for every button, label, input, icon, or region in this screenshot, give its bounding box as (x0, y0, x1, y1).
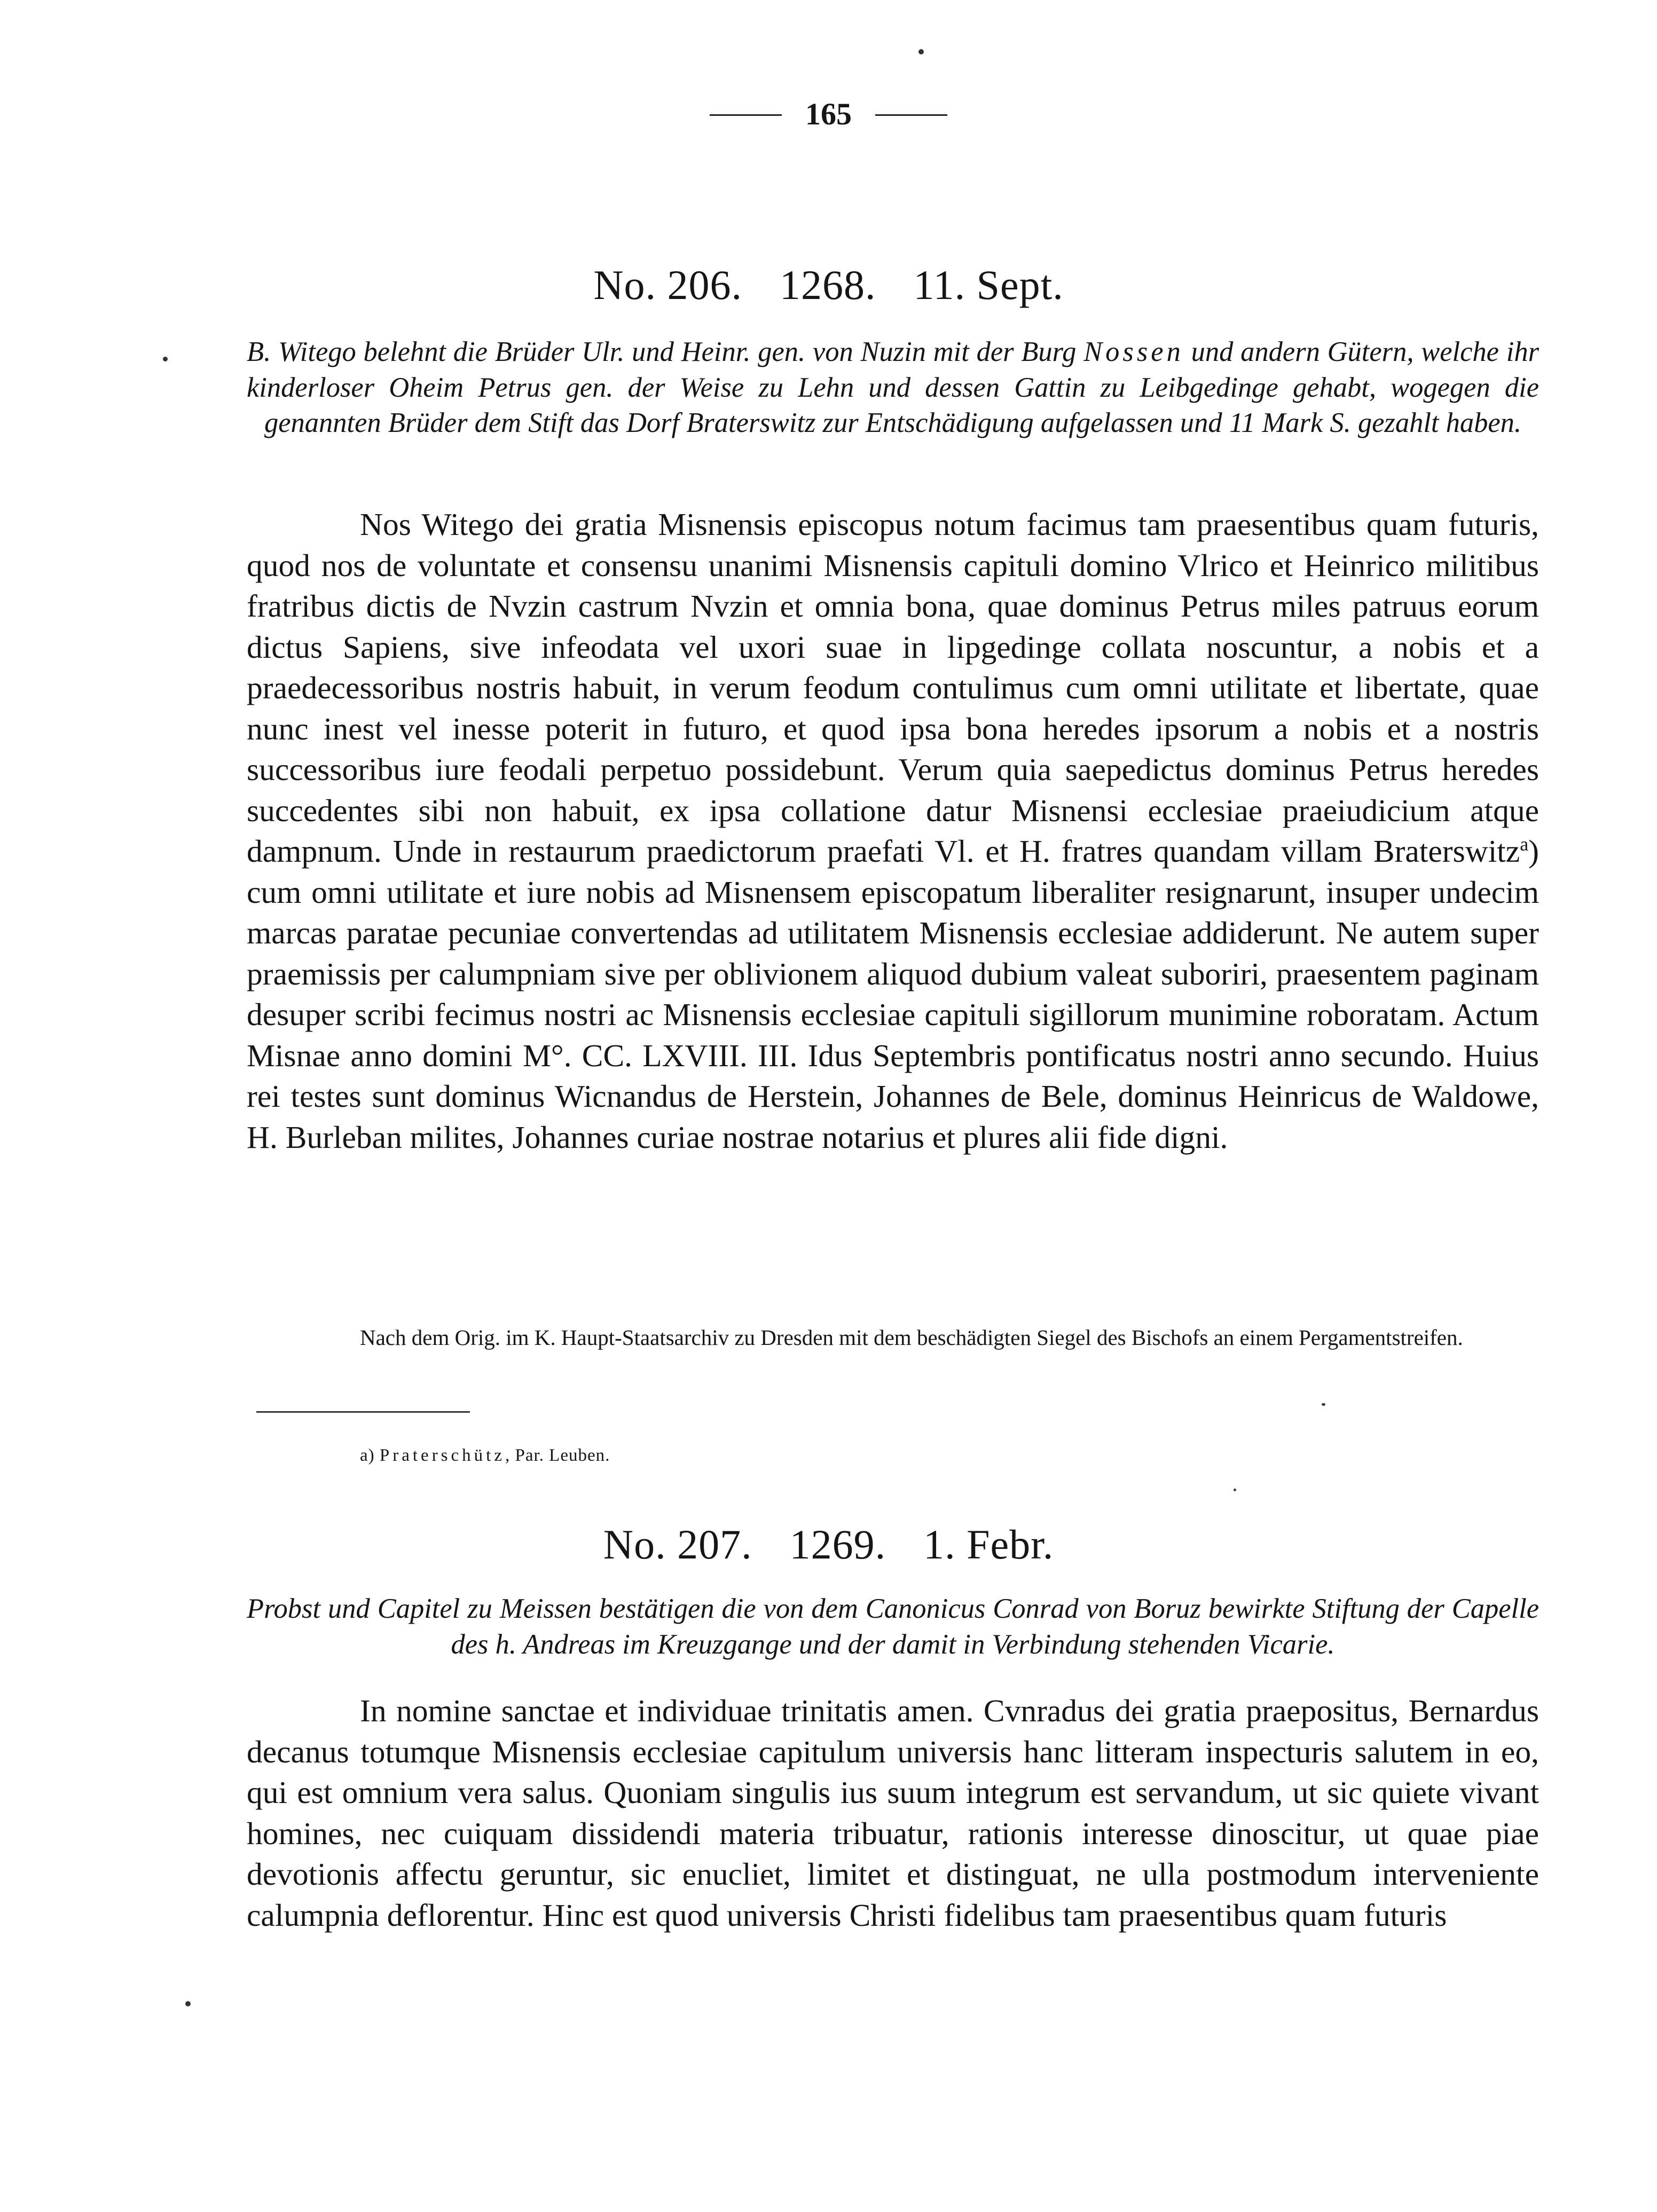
doc-206-title (0, 264, 1657, 306)
doc-207-text: In nomine sanctae et individuae trinitatis amen. Cvnradus dei gratia praepositus, Bernardus decanus totumque Misnensis ecclesiae capitulum universis hanc litteram inspecturis salutem in eo, qui est omnium vera salus. Quoniam singulis ius suum integrum est servandum, ut sic quiete vivant homines, nec cuiquam dissidendi materia tribuatur, rationis interesse dinoscitur, ut quae piae devotionis affectu geruntur, sic enucliet, limitet et distinguat, ne ulla postmodum interveniente calumpnia deflorentur. Hinc est quod universis Christi fidelibus tam praesentibus quam futuris (247, 1693, 1539, 1933)
doc-207-title (0, 1521, 1657, 1568)
page-number: 165 (805, 97, 852, 131)
scan-speck (185, 2001, 191, 2006)
doc-206-text-post: ) cum omni utilitate et iure nobis ad Misnensem episcopatum liberaliter resignarunt, insuper undecim marcas paratae pecuniae convertendas ad utilitatem Misnensis ecclesiae addiderunt. Ne autem super praemissis per calumpniam sive per oblivionem aliquod dubium valeat suboriri, praesentem paginam desuper scribi fecimus nostri ac Misnensis ecclesiae capituli sigillorum munimine roboratam. Actum Misnae anno domini M°. CC. LXVIII. III. Idus Septembris pontificatus nostri anno secundo. Huius rei testes sunt dominus Wicnandus de Herstein, Johannes de Bele, dominus Heinricus de Waldowe, H. Burleban milites, Johannes curiae nostrae notarius et plures alii fide digni. (247, 833, 1539, 1155)
footnote-place: Praterschütz (379, 1446, 505, 1465)
doc-206-source-note: Nach dem Orig. im K. Haupt-Staatsarchiv zu Dresden mit dem beschädigten Siegel des Bischofs an einem Pergamentstreifen. (360, 1325, 1463, 1350)
doc-206-summary-post: und andern Gütern, welche ihr kinderloser Oheim Petrus gen. der Weise zu Lehn und dessen Gattin zu Leibgedinge gehabt, wogegen die genannten Brüder dem Stift das Dorf Braterswitz zur Entschädigung aufgelassen und 11 Mark S. gezahlt haben. (247, 336, 1539, 438)
doc-206-year: 1268. (780, 262, 876, 308)
header-rule-left (710, 114, 782, 116)
doc-207-date: 1. Febr. (923, 1521, 1054, 1568)
doc-207-number: No. 207. (603, 1521, 752, 1568)
scan-speck (918, 49, 924, 54)
footnote-label: a) (360, 1446, 375, 1465)
footnote (360, 1445, 610, 1466)
footnote-rest: , Par. Leuben. (505, 1446, 610, 1465)
scan-speck (1322, 1403, 1325, 1406)
footnote-rule (256, 1411, 470, 1413)
scan-speck (163, 357, 168, 361)
doc-206-summary-pre: B. Witego belehnt die Brüder Ulr. und Heinr. gen. von Nuzin mit der Burg (247, 336, 1084, 367)
doc-206-summary-place: Nossen (1083, 336, 1184, 367)
header-rule-right (875, 114, 947, 116)
doc-206-text-pre: Nos Witego dei gratia Misnensis episcopus notum facimus tam praesentibus quam futuris, quod nos de voluntate et consensu unanimi Misnensis capituli domino Vlrico et Heinrico militibus fratribus dictis de Nvzin castrum Nvzin et omnia bona, quae dominus Petrus miles patruus eorum dictus Sapiens, sive infeodata vel uxori suae in lipgedinge collata noscuntur, a nobis et a praedecessoribus nostris habuit, in verum feodum contulimus cum omni utilitate et libertate, quae nunc inest vel inesse poterit in futuro, et quod ipsa bona heredes ipsorum a nobis et a nostris successoribus iure feodali perpetuo possidebunt. Verum quia saepedictus dominus Petrus heredes succedentes sibi non habuit, ex ipsa collatione datur Misnensi ecclesiae praeiudicium atque dampnum. Unde in restaurum praedictorum praefati Vl. et H. fratres quandam villam Braterswitz (247, 507, 1539, 869)
doc-206-date: 11. Sept. (913, 262, 1064, 308)
doc-206-text (247, 504, 1539, 1158)
footnote-marker: a (1520, 833, 1529, 855)
doc-207-summary: Probst und Capitel zu Meissen bestätigen die von dem Canonicus Conrad von Boruz bewirkte Stiftung der Capelle des h. Andreas im Kreuzgange und der damit in Verbindung stehenden Vicarie. (247, 1593, 1539, 1660)
doc-206-summary (247, 334, 1539, 441)
doc-207-year: 1269. (789, 1521, 886, 1568)
page-header (0, 99, 1657, 130)
doc-206-number: No. 206. (593, 262, 743, 308)
scan-speck (1234, 1489, 1236, 1491)
